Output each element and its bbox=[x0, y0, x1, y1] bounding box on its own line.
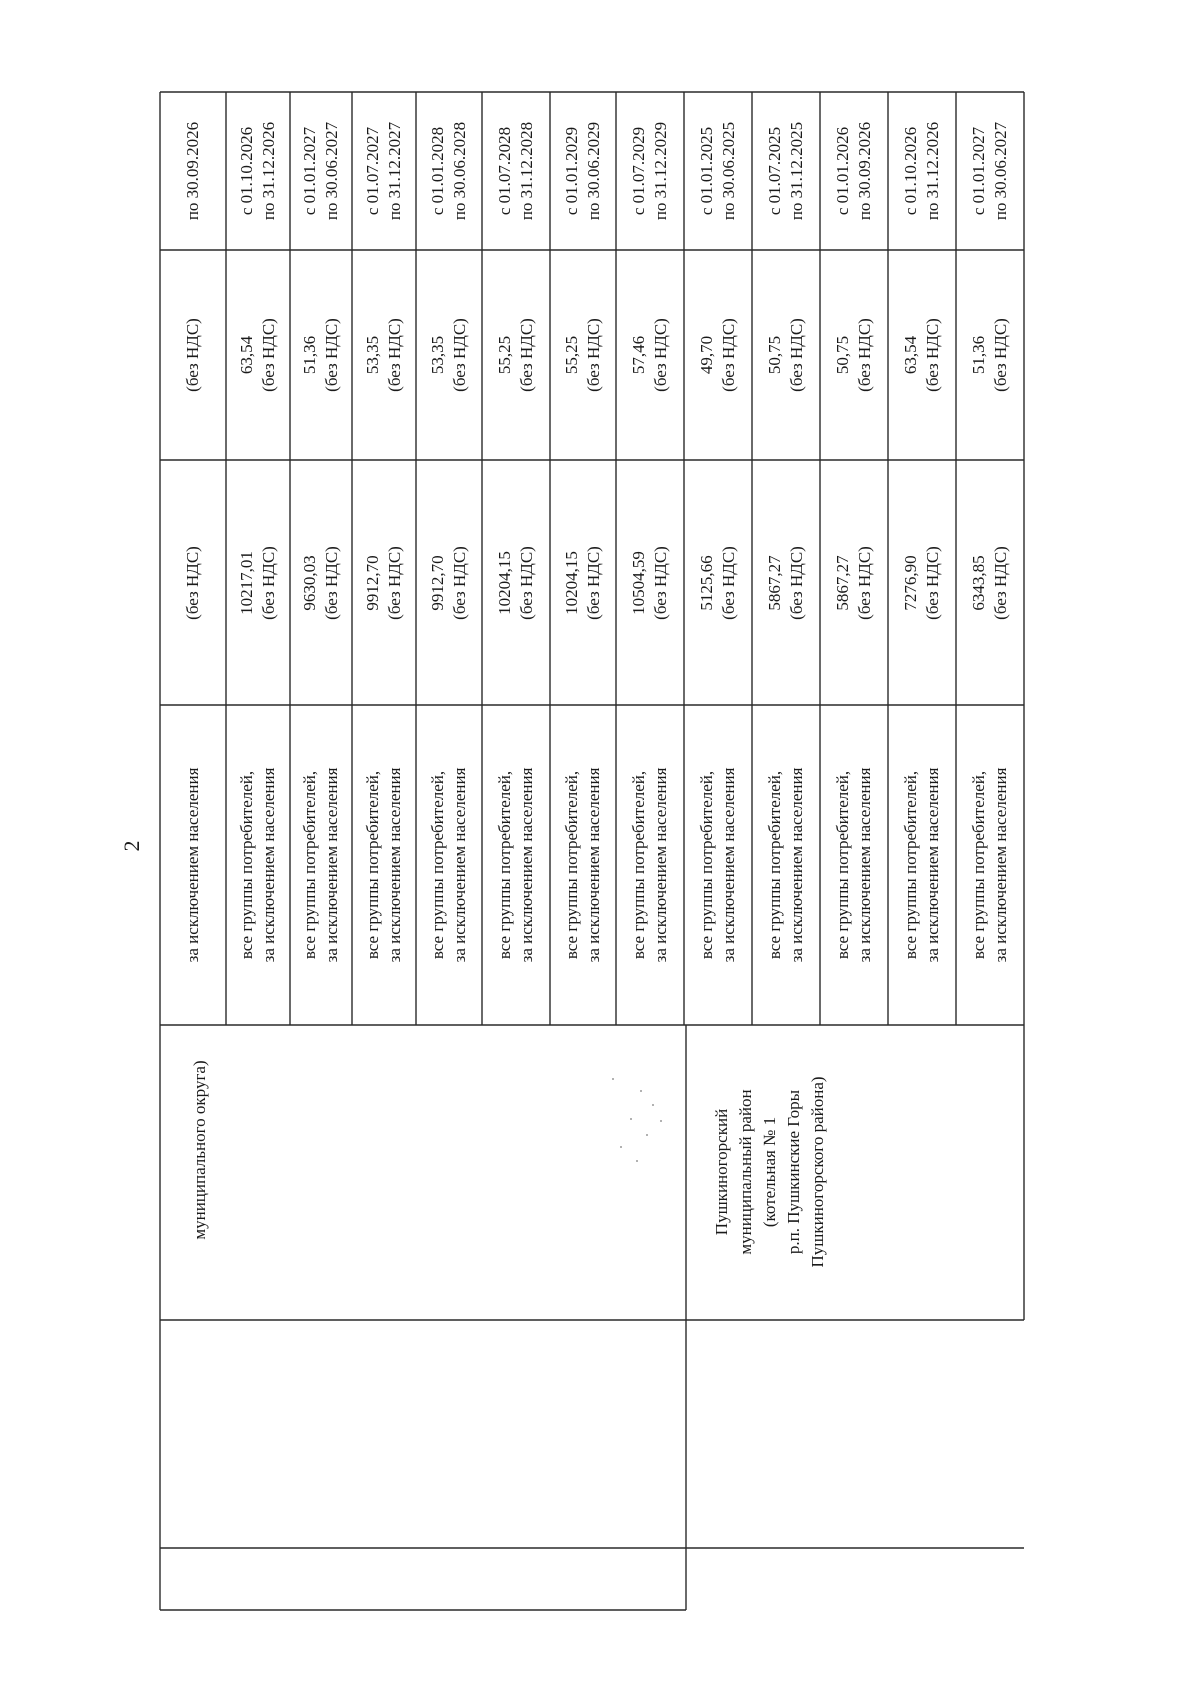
period-cell: с 01.01.2029 по 30.06.2029 bbox=[562, 121, 603, 221]
period-cell: с 01.01.2028 по 30.06.2028 bbox=[428, 121, 469, 221]
consumer-group-cell: все группы потребителей, за исключением населения bbox=[495, 767, 536, 963]
heat-tariff-cell: 55,25 (без НДС) bbox=[495, 318, 536, 392]
rate-cell: 10204,15 (без НДС) bbox=[495, 545, 536, 620]
period-cell: с 01.07.2025 по 31.12.2025 bbox=[765, 121, 806, 221]
consumer-group-cell: за исключением населения bbox=[183, 767, 202, 963]
consumer-group-cell: все группы потребителей, за исключением населения bbox=[300, 767, 341, 963]
heat-tariff-cell: 63,54 (без НДС) bbox=[237, 318, 278, 392]
heat-tariff-cell: (без НДС) bbox=[183, 318, 202, 392]
heat-tariff-cell: 50,75 (без НДС) bbox=[765, 318, 806, 392]
heat-tariff-cell: 51,36 (без НДС) bbox=[300, 318, 341, 392]
rate-cell: 7276,90 (без НДС) bbox=[901, 545, 942, 620]
consumer-group-cell: все группы потребителей, за исключением населения bbox=[237, 767, 278, 963]
rate-cell: 5125,66 (без НДС) bbox=[697, 545, 738, 620]
rate-cell: (без НДС) bbox=[183, 545, 202, 620]
period-cell: с 01.07.2027 по 31.12.2027 bbox=[363, 121, 404, 221]
rate-cell: 9630,03 (без НДС) bbox=[300, 545, 341, 620]
consumer-group-cell: все группы потребителей, за исключением населения bbox=[765, 767, 806, 963]
heat-tariff-cell: 63,54 (без НДС) bbox=[901, 318, 942, 392]
consumer-group-cell: все группы потребителей, за исключением населения bbox=[697, 767, 738, 963]
page-number: 2 bbox=[119, 840, 144, 852]
period-cell: с 01.01.2027 по 30.06.2027 bbox=[969, 121, 1010, 221]
heat-tariff-cell: 53,35 (без НДС) bbox=[363, 318, 404, 392]
consumer-group-cell: все группы потребителей, за исключением населения bbox=[629, 767, 670, 963]
period-cell: с 01.07.2029 по 31.12.2029 bbox=[629, 121, 670, 221]
heat-tariff-cell: 49,70 (без НДС) bbox=[697, 318, 738, 392]
period-cell: по 30.09.2026 bbox=[183, 121, 202, 221]
rate-cell: 10217,01 (без НДС) bbox=[237, 545, 278, 620]
heat-tariff-cell: 57,46 (без НДС) bbox=[629, 318, 670, 392]
consumer-group-cell: все группы потребителей, за исключением населения bbox=[901, 767, 942, 963]
period-cell: с 01.10.2026 по 31.12.2026 bbox=[901, 121, 942, 221]
consumer-group-cell: все группы потребителей, за исключением населения bbox=[363, 767, 404, 963]
consumer-group-cell: все группы потребителей, за исключением населения bbox=[833, 767, 874, 963]
heat-tariff-cell: 51,36 (без НДС) bbox=[969, 318, 1010, 392]
region-cell-second: Пушкиногорский муниципальный район (котельная № 1 р.п. Пушкинские Горы Пушкиногорского района) bbox=[712, 1076, 827, 1268]
rate-cell: 9912,70 (без НДС) bbox=[428, 545, 469, 620]
rate-cell: 5867,27 (без НДС) bbox=[833, 545, 874, 620]
rate-cell: 9912,70 (без НДС) bbox=[363, 545, 404, 620]
heat-tariff-cell: 53,35 (без НДС) bbox=[428, 318, 469, 392]
rate-cell: 6343,85 (без НДС) bbox=[969, 545, 1010, 620]
period-cell: с 01.01.2027 по 30.06.2027 bbox=[300, 121, 341, 221]
period-cell: с 01.01.2025 по 30.06.2025 bbox=[697, 121, 738, 221]
region-cell-first: муниципального округа) bbox=[190, 1060, 209, 1240]
rate-cell: 10204,15 (без НДС) bbox=[562, 545, 603, 620]
period-cell: с 01.07.2028 по 31.12.2028 bbox=[495, 121, 536, 221]
consumer-group-cell: все группы потребителей, за исключением населения bbox=[428, 767, 469, 963]
rate-cell: 10504,59 (без НДС) bbox=[629, 545, 670, 620]
consumer-group-cell: все группы потребителей, за исключением населения bbox=[562, 767, 603, 963]
consumer-group-cell: все группы потребителей, за исключением населения bbox=[969, 767, 1010, 963]
rate-cell: 5867,27 (без НДС) bbox=[765, 545, 806, 620]
period-cell: с 01.01.2026 по 30.09.2026 bbox=[833, 121, 874, 221]
heat-tariff-cell: 50,75 (без НДС) bbox=[833, 318, 874, 392]
heat-tariff-cell: 55,25 (без НДС) bbox=[562, 318, 603, 392]
period-cell: с 01.10.2026 по 31.12.2026 bbox=[237, 121, 278, 221]
